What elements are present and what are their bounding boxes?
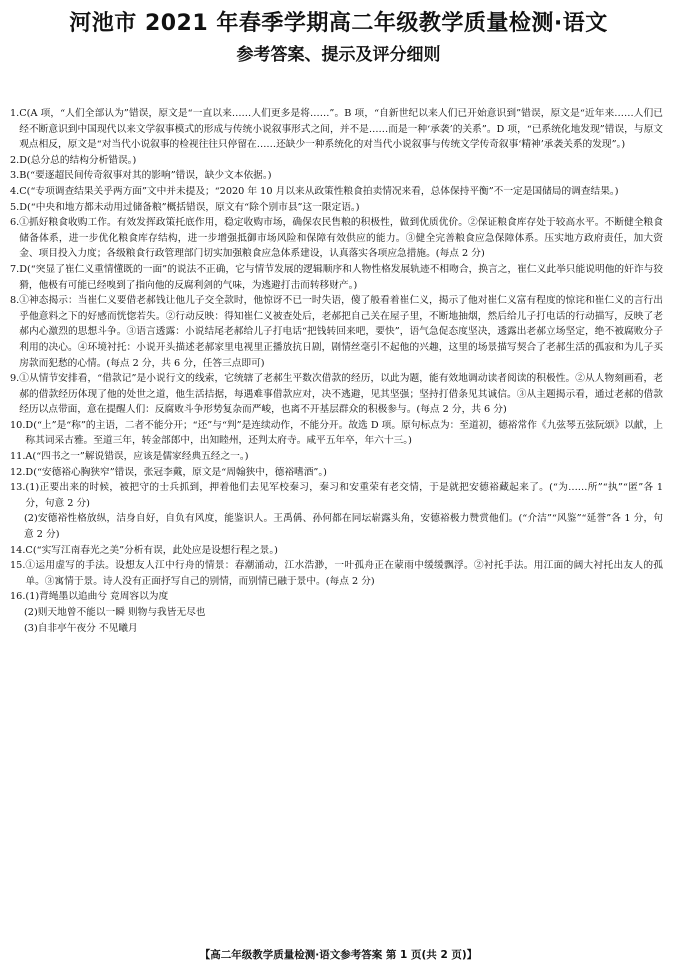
answer-text: (1)正要出来的时候，被把守的士兵抓到，押着他们去见军校秦习，秦习和安重荣有老交情，于是就把安德裕藏起来了。(“为……所”“执”“匿”各 1 分，句意 2 分) bbox=[25, 482, 663, 509]
answer-item bbox=[10, 371, 663, 418]
answer-text: ①神态揭示：当崔仁义要借老郝钱让他儿子交全款时，他惊讶不已一时失语，傻了般看着崔仁义，揭示了他对崔仁义富有程度的惊诧和崔仁义的言行出乎他意料之下的好感而恍惚若失。②行动反映：得知崔仁义被查处后，老郝把自己关在屋子里，不断地抽烟，然后给儿子打电话的行动描写，反映了老郝内心激烈的思想斗争。③语言透露：小说结尾老郝给儿子打电话“把钱转回来吧，要快”，语气急促态度坚决，透露出老郝立场坚定，绝不被腐败分子利用的决心。④环境衬托：小说开头描述老郝家里电视里正播放抗日剧，剧情丝毫引不起他的兴趣，这里的场景描写契合了老郝生活的孤寂和为儿子买房款而犯愁的心情。(每点 2 分，共 6 分，任答三点即可) bbox=[19, 295, 663, 369]
answer-number: 1. bbox=[10, 108, 20, 119]
answer-number: 9. bbox=[10, 373, 20, 385]
page-footer: 【高二年级教学质量检测·语文参考答案 第 1 页(共 2 页)】 bbox=[199, 949, 478, 961]
answer-item bbox=[24, 511, 663, 542]
answer-number: 4. bbox=[10, 185, 20, 197]
answer-text: (3)自非亭午夜分 不见曦月 bbox=[24, 622, 138, 634]
answer-item bbox=[10, 418, 663, 449]
answer-item bbox=[10, 558, 663, 589]
page-subtitle: 参考答案、提示及评分细则 bbox=[236, 45, 441, 65]
answer-item bbox=[10, 480, 663, 511]
answer-item bbox=[10, 293, 663, 371]
answer-number: 3. bbox=[10, 170, 20, 182]
answer-number: 6. bbox=[10, 217, 20, 229]
answer-number: 13. bbox=[10, 482, 26, 494]
answer-item bbox=[24, 605, 663, 621]
answer-text: ①从情节安排看，“借款记”是小说行文的线索，它统辖了老郝生平数次借款的经历，以此为题，能有效地调动读者阅读的积极性。②从人物刻画看，老郝的借款经历体现了他的处世之道，他生活拮据，每遇难事借款应对，决不逃避，见其坚强；坚持打借条见其诚信。③从主题揭示看，通过老郝的借款经历以点带面，意在提醒人们：反腐败斗争形势复杂而严峻，也离不开基层群众的积极参与。(每点 2 分，共 6 分) bbox=[19, 373, 663, 416]
answer-text: ①抓好粮食收购工作。有效发挥政策托底作用，稳定收购市场，确保农民售粮的积极性，做到优质优价。②保证粮食库存处于较高水平。不断健全粮食储备体系，进一步优化粮食库存结构，进一步增强抵御市场风险和保障有效供应的能力。③健全完善粮食应急保障体系。压实地方政府责任，加大资金、项目投入力度；各级粮食行政管理部门切实加强粮食应急体系建设，认真落实各项应急措施。(每点 2 分) bbox=[19, 217, 663, 260]
answer-item bbox=[10, 449, 663, 465]
answer-number: 14. bbox=[10, 544, 26, 556]
answer-item bbox=[10, 465, 663, 481]
answer-text: D(“上”是“称”的主语，二者不能分开；“还”与“判”是连续动作，不能分开。故选 D 项。原句标点为：至道初，德裕常作《九弦琴五弦阮颂》以献，上称其词采古雅。至道三年，转金部郎中，出知睦州，还判太府寺。咸平五年卒，年六十三。) bbox=[25, 419, 663, 447]
answer-item bbox=[10, 184, 663, 200]
answer-text: D(“中央和地方都未动用过储备粮”概括错误，原文有“除个别市县”这一限定语。) bbox=[19, 201, 360, 213]
answer-number: 10. bbox=[10, 419, 26, 431]
answer-text: D(总分总的结构分析错误。) bbox=[19, 154, 137, 166]
answer-number: 2. bbox=[10, 154, 20, 166]
answer-item bbox=[10, 106, 663, 153]
answer-text: D(“突显了崔仁义重情懂既的一面”的说法不正确，它与情节发展的逻辑顺序和人物性格发展轨迹不相吻合，换言之，崔仁义此举只能说明他的奸诈与狡猾，他极有可能已经嗅到了指向他的反腐利剑的气味，为逃避打击而转移财产。) bbox=[19, 263, 663, 291]
answer-text: D(“安德裕心胸狭窄”错误，张冠李戴，原文是“周翰狭中，德裕嗜酒”。) bbox=[25, 466, 327, 478]
answer-number: 7. bbox=[10, 263, 20, 275]
answer-text: C(“实写江南春光之美”分析有误，此处应是设想行程之景。) bbox=[25, 544, 278, 556]
answer-item bbox=[10, 153, 663, 169]
answer-item bbox=[10, 168, 663, 184]
answer-text: C(A 项，“人们全部认为”错误，原文是“一直以来……人们更多是将……”。B 项，“自新世纪以来人们已开始意识到”错误，原文是“近年来……人们已经不断意识到中国现代以来文学叙事模式的形成与传统小说叙事形式之间，并不是……而是一种‘承袭’的关系”。D 项，“已系统化地发现”错误，与原文观点相反，原文是“对当代小说叙事的检视往往只停留在……还缺少一种系统化的对当代小说叙事与传统文学传奇叙事‘精神’承袭关系的发现”。) bbox=[19, 108, 663, 151]
answer-number: 5. bbox=[10, 201, 20, 213]
answer-item bbox=[10, 262, 663, 293]
answer-text: (1)背绳墨以追曲兮 竞周容以为度 bbox=[25, 591, 169, 603]
answer-text: A(“四书之一”解说错误，应该是儒家经典五经之一。) bbox=[25, 451, 249, 463]
answer-number: 8. bbox=[10, 295, 20, 307]
answer-text: (2)安德裕性格放纵，洁身自好，自负有风度，能鉴识人。王禹偁、孙何都在同坛崭露头角，安德裕极力赞赏他们。(“介洁”“风鉴”“延誉”各 1 分，句意 2 分) bbox=[24, 513, 663, 541]
answer-number: 11. bbox=[10, 451, 26, 463]
answer-text: B(“要逐超民间传奇叙事对其的影响”错误，缺少文本依据。) bbox=[19, 170, 272, 182]
answer-text: (2)则天地曾不能以一瞬 则物与我皆无尽也 bbox=[24, 607, 206, 618]
page-title: 河池市 2021 年春季学期高二年级教学质量检测·语文 bbox=[69, 11, 608, 36]
answer-item bbox=[10, 589, 663, 605]
answer-item bbox=[10, 200, 663, 216]
answer-item bbox=[24, 621, 663, 637]
answer-text: C(“专项调查结果关乎两方面”文中并未提及；“2020 年 10 月以来从政策性粮食拍卖情况来看，总体保持平衡”不一定是国储局的调查结果。) bbox=[19, 185, 619, 197]
answer-list bbox=[10, 106, 663, 636]
answer-text: ①运用虚写的手法。设想友人江中行舟的情景：春潮涌动，江水浩渺，一叶孤舟正在蒙雨中缓缓飘浮。②衬托手法。用江面的阔大衬托出友人的孤单。③寓情于景。诗人没有正面抒写自己的别情，而别情已融于景中。(每点 2 分) bbox=[25, 560, 663, 587]
answer-item bbox=[10, 543, 663, 559]
answer-number: 12. bbox=[10, 466, 26, 478]
answer-number: 15. bbox=[10, 560, 26, 572]
answer-number: 16. bbox=[10, 591, 26, 603]
answer-item bbox=[10, 215, 663, 262]
